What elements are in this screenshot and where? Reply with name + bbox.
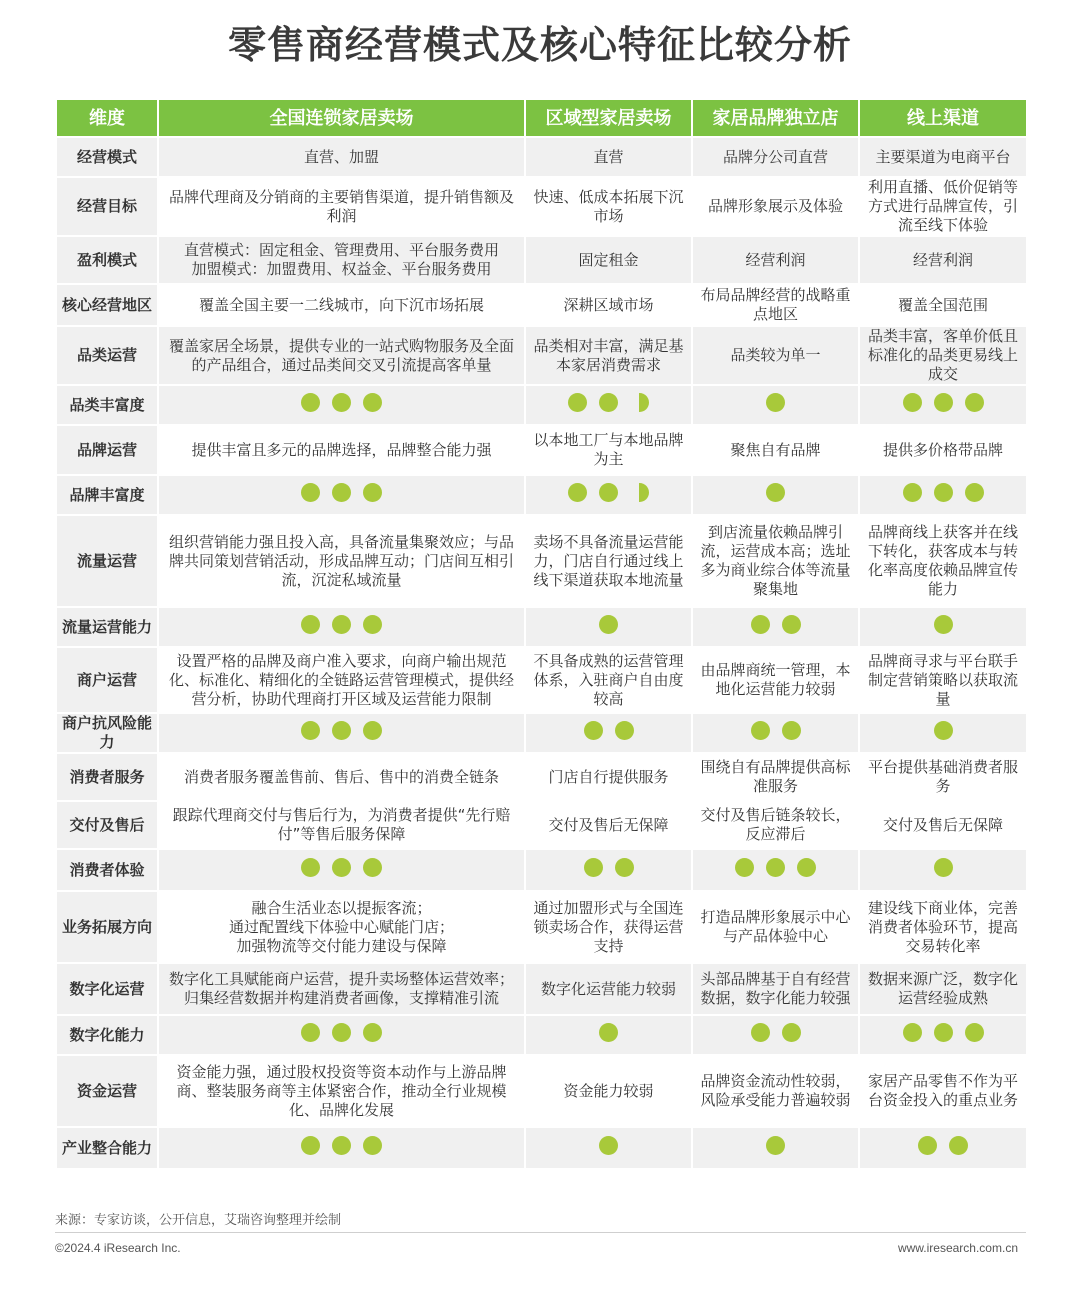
rating-dot-icon [735,858,754,877]
rating-dot-icon [766,858,785,877]
rating-cell [158,607,525,647]
table-cell: 家居产品零售不作为平台资金投入的重点业务 [859,1055,1027,1127]
rating-cell [692,713,859,753]
rating-dots [301,1136,382,1155]
rating-dot-icon [782,1023,801,1042]
rating-dot-icon [766,483,785,502]
row-label: 资金运营 [56,1055,158,1127]
table-cell: 交付及售后无保障 [859,801,1027,849]
rating-dot-icon [965,483,984,502]
rating-cell [692,475,859,515]
rating-cell [692,1127,859,1169]
rating-dot-icon [797,858,816,877]
rating-dot-icon [363,1136,382,1155]
table-cell: 数据来源广泛，数字化运营经验成熟 [859,963,1027,1015]
rating-dots [766,393,785,412]
rating-row [56,713,1027,753]
rating-dots [903,1023,984,1042]
row-label: 流量运营 [56,515,158,607]
rating-cell [158,713,525,753]
table-cell: 交付及售后链条较长，反应滞后 [692,801,859,849]
rating-dot-icon [934,483,953,502]
rating-dot-icon [615,858,634,877]
rating-cell [525,1015,692,1055]
table-cell: 深耕区域市场 [525,284,692,326]
rating-dot-icon [301,615,320,634]
table-row [56,284,1027,326]
rating-dots [301,858,382,877]
rating-dot-icon [332,721,351,740]
row-label: 核心经营地区 [56,284,158,326]
rating-cell [692,385,859,425]
rating-dot-icon [918,1136,937,1155]
rating-cell [692,849,859,891]
rating-dot-icon [949,1136,968,1155]
website-link[interactable]: www.iresearch.com.cn [897,1241,1018,1255]
table-cell: 利用直播、低价促销等方式进行品牌宣传，引流至线下体验 [859,177,1027,236]
rating-dot-icon [301,483,320,502]
table-cell: 固定租金 [525,236,692,284]
rating-cell [859,385,1027,425]
table-cell: 门店自行提供服务 [525,753,692,801]
rating-cell [158,1127,525,1169]
rating-dots [568,393,649,412]
row-label: 品类运营 [56,326,158,385]
rating-dots [766,1136,785,1155]
rating-dots [735,858,816,877]
rating-row [56,1127,1027,1169]
table-cell: 建设线下商业体，完善消费者体验环节，提高交易转化率 [859,891,1027,963]
rating-row [56,849,1027,891]
rating-half-dot-icon [630,483,649,502]
row-label: 商户抗风险能力 [56,713,158,753]
rating-dots [934,721,953,740]
row-label: 流量运营能力 [56,607,158,647]
row-label: 品牌运营 [56,425,158,475]
table-cell: 资金能力强，通过股权投资等资本动作与上游品牌商、整装服务商等主体紧密合作，推动全行业规模化、品牌化发展 [158,1055,525,1127]
rating-dot-icon [751,1023,770,1042]
table-cell: 聚焦自有品牌 [692,425,859,475]
rating-dots [301,615,382,634]
table-row [56,647,1027,713]
rating-cell [859,1127,1027,1169]
table-row [56,801,1027,849]
rating-dot-icon [332,858,351,877]
rating-dot-icon [332,1136,351,1155]
table-cell: 直营、加盟 [158,137,525,177]
table-row [56,1055,1027,1127]
table-cell: 以本地工厂与本地品牌为主 [525,425,692,475]
rating-cell [859,713,1027,753]
row-label: 消费者服务 [56,753,158,801]
rating-dots [599,1023,618,1042]
table-cell: 经营利润 [859,236,1027,284]
rating-dot-icon [934,393,953,412]
row-label: 产业整合能力 [56,1127,158,1169]
table-cell: 布局品牌经营的战略重点地区 [692,284,859,326]
comparison-table [55,98,1028,1170]
rating-dot-icon [903,393,922,412]
rating-dots [934,615,953,634]
rating-cell [859,849,1027,891]
table-cell: 覆盖家居全场景，提供专业的一站式购物服务及全面的产品组合，通过品类间交叉引流提高客单量 [158,326,525,385]
row-label: 品类丰富度 [56,385,158,425]
page-title: 零售商经营模式及核心特征比较分析 [227,23,852,67]
table-row [56,515,1027,607]
rating-dots [301,483,382,502]
rating-dot-icon [965,393,984,412]
rating-dots [568,483,649,502]
rating-dot-icon [363,615,382,634]
table-cell: 主要渠道为电商平台 [859,137,1027,177]
rating-dot-icon [751,615,770,634]
rating-dot-icon [766,1136,785,1155]
table-cell: 平台提供基础消费者服务 [859,753,1027,801]
table-cell: 交付及售后无保障 [525,801,692,849]
rating-cell [525,607,692,647]
row-label: 交付及售后 [56,801,158,849]
rating-row [56,607,1027,647]
rating-row [56,475,1027,515]
table-cell: 头部品牌基于自有经营数据，数字化能力较强 [692,963,859,1015]
rating-dot-icon [599,483,618,502]
rating-cell [525,849,692,891]
rating-dot-icon [782,721,801,740]
rating-dot-icon [751,721,770,740]
rating-dot-icon [332,615,351,634]
rating-dots [903,393,984,412]
table-row [56,891,1027,963]
rating-dot-icon [363,1023,382,1042]
rating-dot-icon [584,858,603,877]
table-cell: 品类相对丰富，满足基本家居消费需求 [525,326,692,385]
rating-dot-icon [584,721,603,740]
rating-row [56,1015,1027,1055]
rating-cell [158,1015,525,1055]
source-note: 来源：专家访谈，公开信息，艾瑞咨询整理并绘制 [55,1213,342,1228]
rating-half-dot-icon [630,393,649,412]
rating-dot-icon [934,1023,953,1042]
header-regional-mall: 区域型家居卖场 [525,99,692,137]
table-cell: 品牌资金流动性较弱，风险承受能力普遍较弱 [692,1055,859,1127]
row-label: 盈利模式 [56,236,158,284]
table-cell: 打造品牌形象展示中心与产品体验中心 [692,891,859,963]
rating-dot-icon [363,721,382,740]
rating-dot-icon [934,615,953,634]
rating-cell [859,607,1027,647]
rating-dot-icon [782,615,801,634]
rating-dot-icon [934,858,953,877]
rating-dot-icon [301,393,320,412]
table-cell: 品类丰富，客单价低且标准化的品类更易线上成交 [859,326,1027,385]
rating-cell [158,475,525,515]
table-cell: 快速、低成本拓展下沉市场 [525,177,692,236]
rating-row [56,385,1027,425]
rating-dot-icon [766,393,785,412]
rating-dot-icon [934,721,953,740]
row-label: 品牌丰富度 [56,475,158,515]
table-header-row [56,99,1027,137]
rating-dot-icon [363,858,382,877]
row-label: 商户运营 [56,647,158,713]
rating-cell [859,1015,1027,1055]
rating-dot-icon [301,721,320,740]
rating-dot-icon [568,483,587,502]
header-online-channel: 线上渠道 [859,99,1027,137]
rating-dot-icon [301,1136,320,1155]
header-dimension: 维度 [56,99,158,137]
table-cell: 覆盖全国范围 [859,284,1027,326]
table-cell: 融合生活业态以提振客流； 通过配置线下体验中心赋能门店； 加强物流等交付能力建设与保障 [158,891,525,963]
rating-dots [766,483,785,502]
rating-dot-icon [363,393,382,412]
table-row [56,326,1027,385]
rating-dots [301,721,382,740]
rating-dots [918,1136,968,1155]
table-cell: 品类较为单一 [692,326,859,385]
table-cell: 不具备成熟的运营管理体系，入驻商户自由度较高 [525,647,692,713]
rating-dots [903,483,984,502]
rating-dots [934,858,953,877]
rating-cell [692,607,859,647]
rating-cell [525,713,692,753]
table-cell: 提供多价格带品牌 [859,425,1027,475]
table-cell: 卖场不具备流量运营能力，门店自行通过线上线下渠道获取本地流量 [525,515,692,607]
table-cell: 提供丰富且多元的品牌选择，品牌整合能力强 [158,425,525,475]
table-cell: 品牌代理商及分销商的主要销售渠道，提升销售额及利润 [158,177,525,236]
table-row [56,236,1027,284]
table-cell: 品牌商寻求与平台联手制定营销策略以获取流量 [859,647,1027,713]
rating-dot-icon [599,1136,618,1155]
rating-dot-icon [301,1023,320,1042]
rating-cell [525,1127,692,1169]
rating-cell [692,1015,859,1055]
table-cell: 由品牌商统一管理，本地化运营能力较弱 [692,647,859,713]
table-cell: 资金能力较弱 [525,1055,692,1127]
rating-cell [158,849,525,891]
table-cell: 组织营销能力强且投入高，具备流量集聚效应；与品牌共同策划营销活动，形成品牌互动；门店间互相引流，沉淀私域流量 [158,515,525,607]
row-label: 经营目标 [56,177,158,236]
rating-dot-icon [903,483,922,502]
rating-dots [751,615,801,634]
rating-dot-icon [568,393,587,412]
table-cell: 品牌商线上获客并在线下转化，获客成本与转化率高度依赖品牌宣传能力 [859,515,1027,607]
rating-dots [751,1023,801,1042]
rating-dots [301,1023,382,1042]
rating-dots [584,858,634,877]
rating-cell [525,385,692,425]
table-cell: 直营模式：固定租金、管理费用、平台服务费用 加盟模式：加盟费用、权益金、平台服务费用 [158,236,525,284]
table-cell: 消费者服务覆盖售前、售后、售中的消费全链条 [158,753,525,801]
rating-dot-icon [599,1023,618,1042]
rating-dot-icon [332,1023,351,1042]
table-cell: 数字化运营能力较弱 [525,963,692,1015]
rating-cell [525,475,692,515]
table-row [56,963,1027,1015]
table-cell: 经营利润 [692,236,859,284]
table-cell: 品牌形象展示及体验 [692,177,859,236]
table-cell: 到店流量依赖品牌引流，运营成本高；选址多为商业综合体等流量聚集地 [692,515,859,607]
row-label: 数字化运营 [56,963,158,1015]
rating-dot-icon [332,393,351,412]
rating-dot-icon [332,483,351,502]
copyright: ©2024.4 iResearch Inc. [55,1241,181,1255]
rating-cell [859,475,1027,515]
row-label: 业务拓展方向 [56,891,158,963]
table-row [56,177,1027,236]
rating-dots [584,721,634,740]
rating-dots [599,615,618,634]
table-cell: 覆盖全国主要一二线城市，向下沉市场拓展 [158,284,525,326]
row-label: 消费者体验 [56,849,158,891]
header-national-chain: 全国连锁家居卖场 [158,99,525,137]
rating-dot-icon [363,483,382,502]
table-cell: 品牌分公司直营 [692,137,859,177]
row-label: 经营模式 [56,137,158,177]
rating-cell [158,385,525,425]
row-label: 数字化能力 [56,1015,158,1055]
rating-dot-icon [599,393,618,412]
rating-dot-icon [599,615,618,634]
table-row [56,137,1027,177]
rating-dots [599,1136,618,1155]
header-brand-store: 家居品牌独立店 [692,99,859,137]
table-body [56,137,1027,1169]
rating-dot-icon [965,1023,984,1042]
table-cell: 直营 [525,137,692,177]
table-row [56,425,1027,475]
footer-divider [55,1232,1026,1233]
rating-dot-icon [615,721,634,740]
table-row [56,753,1027,801]
table-cell: 通过加盟形式与全国连锁卖场合作，获得运营支持 [525,891,692,963]
table-cell: 围绕自有品牌提供高标准服务 [692,753,859,801]
table-cell: 跟踪代理商交付与售后行为，为消费者提供“先行赔付”等售后服务保障 [158,801,525,849]
rating-dot-icon [903,1023,922,1042]
table-cell: 设置严格的品牌及商户准入要求，向商户输出规范化、标准化、精细化的全链路运营管理模式，提供经营分析，协助代理商打开区域及运营能力限制 [158,647,525,713]
table-cell: 数字化工具赋能商户运营，提升卖场整体运营效率；归集经营数据并构建消费者画像，支撑精准引流 [158,963,525,1015]
rating-dot-icon [301,858,320,877]
rating-dots [751,721,801,740]
rating-dots [301,393,382,412]
